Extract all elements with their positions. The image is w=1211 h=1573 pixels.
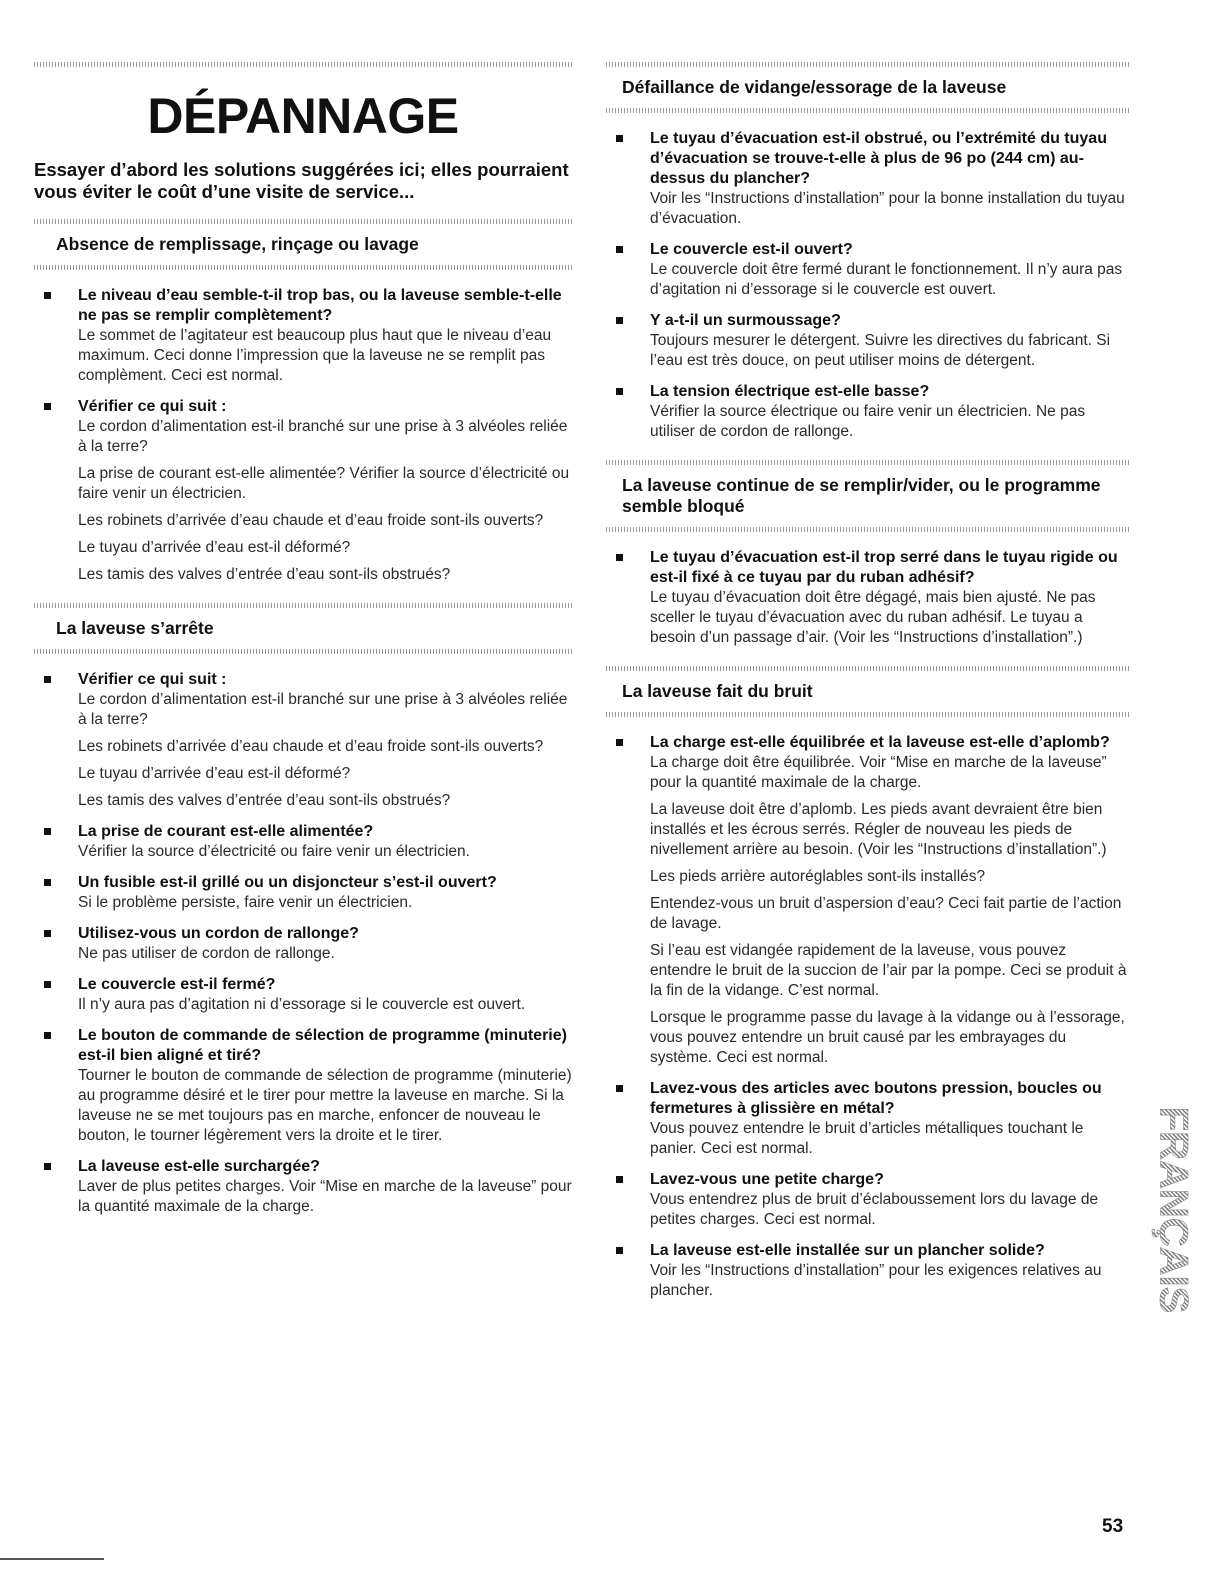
- square-bullet-icon: [44, 981, 51, 988]
- answer-text: La charge doit être équilibrée. Voir “Mise en marche de la laveuse” pour la quantité maximale de la charge.: [650, 754, 1107, 791]
- answer-text: Toujours mesurer le détergent. Suivre les directives du fabricant. Si l’eau est très douce, on peut utiliser moins de détergent.: [650, 332, 1111, 369]
- answer-text: Entendez-vous un bruit d’aspersion d’eau? Ceci fait partie de l’action de lavage.: [650, 895, 1122, 932]
- section-rule: [606, 527, 1130, 532]
- section-rule: [606, 108, 1130, 113]
- section-rule: [34, 603, 572, 608]
- square-bullet-icon: [44, 828, 51, 835]
- answer-text: Le cordon d’alimentation est-il branché sur une prise à 3 alvéoles reliée à la terre?: [78, 418, 568, 455]
- answer-text: Vérifier la source électrique ou faire venir un électricien. Ne pas utiliser de cordon de rallonge.: [650, 403, 1086, 440]
- question-text: La laveuse est-elle installée sur un plancher solide?: [650, 1242, 1045, 1259]
- answer-text: Le cordon d’alimentation est-il branché sur une prise à 3 alvéoles reliée à la terre?: [78, 691, 568, 728]
- question-text: Le niveau d’eau semble-t-il trop bas, ou la laveuse semble-t-elle ne pas se remplir complètement?: [78, 287, 562, 324]
- question-text: Lavez-vous une petite charge?: [650, 1171, 884, 1188]
- question-text: Le couvercle est-il fermé?: [78, 976, 276, 993]
- section-title: Défaillance de vidange/essorage de la laveuse: [622, 77, 1007, 97]
- section-rule: [606, 666, 1130, 671]
- troubleshoot-list: [606, 733, 1130, 1301]
- answer-text: Les robinets d’arrivée d’eau chaude et d’eau froide sont-ils ouverts?: [78, 738, 544, 755]
- answer-text: Si l’eau est vidangée rapidement de la laveuse, vous pouvez entendre le bruit de la succion de l’air par la pompe. Ceci se produit à la fin de la vidange. C’est normal.: [650, 942, 1127, 999]
- answer-text: Le tuyau d’évacuation doit être dégagé, mais bien ajusté. Ne pas sceller le tuyau d’évacuation avec du ruban adhésif. Le tuyau a besoin d’un passage d’air. (Voir les “Instructions d’installation”.): [650, 589, 1096, 646]
- square-bullet-icon: [616, 1176, 623, 1183]
- square-bullet-icon: [616, 739, 623, 746]
- square-bullet-icon: [616, 317, 623, 324]
- section-title: Absence de remplissage, rinçage ou lavage: [56, 234, 419, 254]
- answer-text: Voir les “Instructions d’installation” pour la bonne installation du tuyau d’évacuation.: [650, 190, 1125, 227]
- square-bullet-icon: [616, 554, 623, 561]
- question-text: Utilisez-vous un cordon de rallonge?: [78, 925, 359, 942]
- question-text: Vérifier ce qui suit :: [78, 671, 227, 688]
- question-text: Un fusible est-il grillé ou un disjoncteur s’est-il ouvert?: [78, 874, 497, 891]
- page-title: DÉPANNAGE: [147, 88, 459, 144]
- answer-text: La prise de courant est-elle alimentée? Vérifier la source d’électricité ou faire venir un électricien.: [78, 465, 570, 502]
- right-column: [606, 62, 1130, 1319]
- troubleshoot-item: [606, 129, 1130, 229]
- troubleshoot-item: [606, 548, 1130, 648]
- troubleshoot-item: [606, 1170, 1130, 1230]
- square-bullet-icon: [616, 135, 623, 142]
- troubleshoot-item: [606, 1241, 1130, 1301]
- question-text: La charge est-elle équilibrée et la laveuse est-elle d’aplomb?: [650, 734, 1110, 751]
- question-text: La tension électrique est-elle basse?: [650, 383, 930, 400]
- troubleshoot-list: [34, 286, 572, 585]
- troubleshoot-item: [34, 975, 572, 1015]
- section-rule: [606, 62, 1130, 67]
- language-side-tab: [1150, 1080, 1192, 1340]
- troubleshoot-item: [34, 822, 572, 862]
- left-column: [34, 62, 572, 1235]
- troubleshoot-item: [34, 397, 572, 585]
- answer-text: Le tuyau d’arrivée d’eau est-il déformé?: [78, 539, 351, 556]
- section-title: La laveuse fait du bruit: [622, 681, 813, 701]
- section-rule: [606, 460, 1130, 465]
- troubleshoot-item: [606, 240, 1130, 300]
- intro-text: Essayer d’abord les solutions suggérées ici; elles pourraient vous éviter le coût d’une visite de service...: [34, 159, 569, 202]
- section-rule: [34, 649, 572, 654]
- question-text: La laveuse est-elle surchargée?: [78, 1158, 320, 1175]
- answer-text: Vous entendrez plus de bruit d’éclaboussement lors du lavage de petites charges. Ceci est normal.: [650, 1191, 1099, 1228]
- answer-text: Lorsque le programme passe du lavage à la vidange ou à l’essorage, vous pouvez entendre un bruit causé par les embrayages du système. Ceci est normal.: [650, 1009, 1125, 1066]
- question-text: Le tuyau d’évacuation est-il obstrué, ou l’extrémité du tuyau d’évacuation se trouve-t-elle à plus de 96 po (244 cm) au-dessus du plancher?: [650, 130, 1107, 187]
- square-bullet-icon: [616, 1085, 623, 1092]
- answer-text: Le sommet de l’agitateur est beaucoup plus haut que le niveau d’eau maximum. Ceci donne l’impression que la laveuse ne se remplit pas complèment. Ceci est normal.: [78, 327, 552, 384]
- answer-text: Il n’y aura pas d’agitation ni d’essorage si le couvercle est ouvert.: [78, 996, 526, 1013]
- troubleshoot-list: [34, 670, 572, 1217]
- troubleshoot-item: [606, 382, 1130, 442]
- answer-text: Voir les “Instructions d’installation” pour les exigences relatives au plancher.: [650, 1262, 1102, 1299]
- answer-text: Vous pouvez entendre le bruit d’articles métalliques touchant le panier. Ceci est normal.: [650, 1120, 1084, 1157]
- square-bullet-icon: [44, 403, 51, 410]
- answer-text: Ne pas utiliser de cordon de rallonge.: [78, 945, 335, 962]
- square-bullet-icon: [616, 246, 623, 253]
- page-number: 53: [1102, 1516, 1124, 1537]
- answer-text: Les robinets d’arrivée d’eau chaude et d’eau froide sont-ils ouverts?: [78, 512, 544, 529]
- question-text: Vérifier ce qui suit :: [78, 398, 227, 415]
- question-text: Le couvercle est-il ouvert?: [650, 241, 853, 258]
- section-title: La laveuse s’arrête: [56, 618, 214, 638]
- troubleshoot-item: [34, 1157, 572, 1217]
- question-text: Le bouton de commande de sélection de programme (minuterie) est-il bien aligné et tiré?: [78, 1027, 567, 1064]
- bottom-edge-line: [0, 1558, 104, 1560]
- question-text: Y a-t-il un surmoussage?: [650, 312, 841, 329]
- answer-text: Le couvercle doit être fermé durant le fonctionnement. Il n’y aura pas d’agitation ni d’essorage si le couvercle est ouvert.: [650, 261, 1123, 298]
- right-sections: [606, 62, 1130, 1301]
- question-text: Lavez-vous des articles avec boutons pression, boucles ou fermetures à glissière en métal?: [650, 1080, 1102, 1117]
- answer-text: Les tamis des valves d’entrée d’eau sont-ils obstrués?: [78, 792, 451, 809]
- answer-text: Vérifier la source d’électricité ou faire venir un électricien.: [78, 843, 470, 860]
- square-bullet-icon: [44, 879, 51, 886]
- question-text: Le tuyau d’évacuation est-il trop serré dans le tuyau rigide ou est-il fixé à ce tuyau par du ruban adhésif?: [650, 549, 1118, 586]
- answer-text: Tourner le bouton de commande de sélection de programme (minuterie) au programme désiré et le tirer pour mettre la laveuse en marche. Si la laveuse ne se met toujours pas en marche, enfoncer de nouveau le bouton, le tourner légèrement vers la droite et le tirer.: [78, 1067, 572, 1144]
- troubleshoot-item: [34, 286, 572, 386]
- square-bullet-icon: [44, 1032, 51, 1039]
- top-rule: [34, 62, 572, 67]
- answer-text: Si le problème persiste, faire venir un électricien.: [78, 894, 413, 911]
- troubleshoot-list: [606, 129, 1130, 442]
- section-rule: [34, 219, 572, 224]
- troubleshoot-item: [606, 311, 1130, 371]
- troubleshoot-item: [34, 1026, 572, 1146]
- language-side-tab-graphic: [1150, 1080, 1192, 1340]
- section-rule: [34, 265, 572, 270]
- question-text: La prise de courant est-elle alimentée?: [78, 823, 374, 840]
- answer-text: Laver de plus petites charges. Voir “Mise en marche de la laveuse” pour la quantité maximale de la charge.: [78, 1178, 572, 1215]
- answer-text: Le tuyau d’arrivée d’eau est-il déformé?: [78, 765, 351, 782]
- troubleshoot-list: [606, 548, 1130, 648]
- troubleshoot-item: [606, 1079, 1130, 1159]
- side-tab-text: FRANÇAIS: [1151, 1106, 1192, 1314]
- troubleshoot-item: [606, 733, 1130, 1068]
- troubleshoot-item: [34, 924, 572, 964]
- answer-text: Les tamis des valves d’entrée d’eau sont-ils obstrués?: [78, 566, 451, 583]
- section-rule: [606, 712, 1130, 717]
- square-bullet-icon: [616, 388, 623, 395]
- section-title: La laveuse continue de se remplir/vider, ou le programme semble bloqué: [622, 475, 1101, 516]
- troubleshoot-item: [34, 873, 572, 913]
- square-bullet-icon: [44, 1163, 51, 1170]
- troubleshoot-item: [34, 670, 572, 811]
- square-bullet-icon: [44, 292, 51, 299]
- answer-text: Les pieds arrière autoréglables sont-ils installés?: [650, 868, 986, 885]
- square-bullet-icon: [44, 930, 51, 937]
- square-bullet-icon: [616, 1247, 623, 1254]
- answer-text: La laveuse doit être d’aplomb. Les pieds avant devraient être bien installés et les écrous serrés. Régler de nouveau les pieds de nivellement arrière au besoin. (Voir les “Instructions d’installation”.): [650, 801, 1107, 858]
- left-sections: [34, 219, 572, 1217]
- square-bullet-icon: [44, 676, 51, 683]
